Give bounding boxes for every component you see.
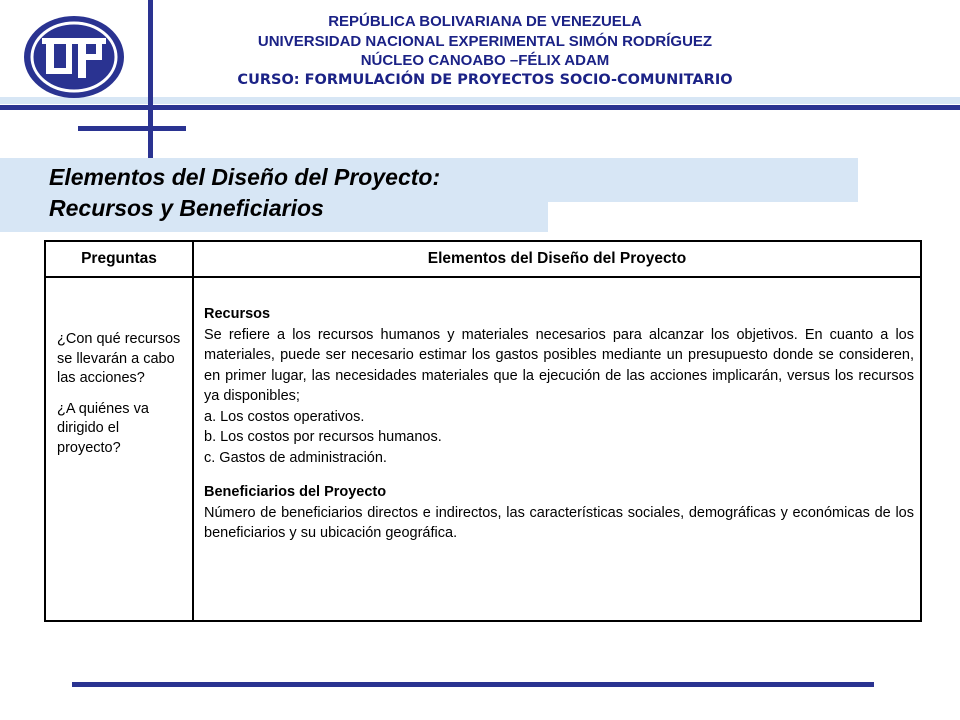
question-beneficiaries: ¿A quiénes va dirigido el proyecto? <box>57 400 149 456</box>
resources-item: b. Los costos por recursos humanos. <box>204 429 442 445</box>
beneficiaries-text: Número de beneficiarios directos e indirectos, las características sociales, demográficas y económicas de los beneficiarios y su ubicación geográfica. <box>204 504 914 541</box>
header-band <box>0 97 960 104</box>
elements-cell <box>204 304 914 544</box>
resources-text: Se refiere a los recursos humanos y materiales necesarios para alcanzar los objetivos. En cuanto a los materiales, puede ser necesario estimar los gastos posibles mediante un presupuesto donde se consideren, en primer lugar, las necesidades materiales que la ejecución de las acciones implicarán, versus los recursos ya disponibles; <box>204 326 914 404</box>
table-header-row <box>46 242 920 278</box>
header-rule <box>0 105 960 110</box>
footer-rule <box>72 682 874 687</box>
short-rule <box>78 126 186 131</box>
questions-cell <box>57 330 185 458</box>
slide-title-line1: Elementos del Diseño del Proyecto: <box>49 164 441 190</box>
institution-header <box>180 12 790 90</box>
header-line-nucleus: NÚCLEO CANOABO –FÉLIX ADAM <box>360 52 610 69</box>
slide-title <box>49 162 440 224</box>
slide-title-line2: Recursos y Beneficiarios <box>49 195 324 221</box>
resources-item: a. Los costos operativos. <box>204 408 365 425</box>
beneficiaries-heading: Beneficiarios del Proyecto <box>204 484 387 500</box>
table-header-questions: Preguntas <box>81 250 157 267</box>
vertical-rule <box>148 0 153 160</box>
header-line-country: REPÚBLICA BOLIVARIANA DE VENEZUELA <box>328 13 642 30</box>
resources-heading: Recursos <box>204 306 271 322</box>
table-header-elements: Elementos del Diseño del Proyecto <box>427 250 687 267</box>
design-elements-table <box>44 240 922 622</box>
question-resources: ¿Con qué recursos se llevarán a cabo las acciones? <box>57 331 181 386</box>
university-logo-icon <box>22 14 126 100</box>
header-line-university: UNIVERSIDAD NACIONAL EXPERIMENTAL SIMÓN RODRÍGUEZ <box>257 32 713 50</box>
resources-item: c. Gastos de administración. <box>204 449 387 466</box>
header-line-course: CURSO: FORMULACIÓN DE PROYECTOS SOCIO-COMUNITARIO <box>237 71 733 88</box>
table-column-divider <box>192 242 194 620</box>
